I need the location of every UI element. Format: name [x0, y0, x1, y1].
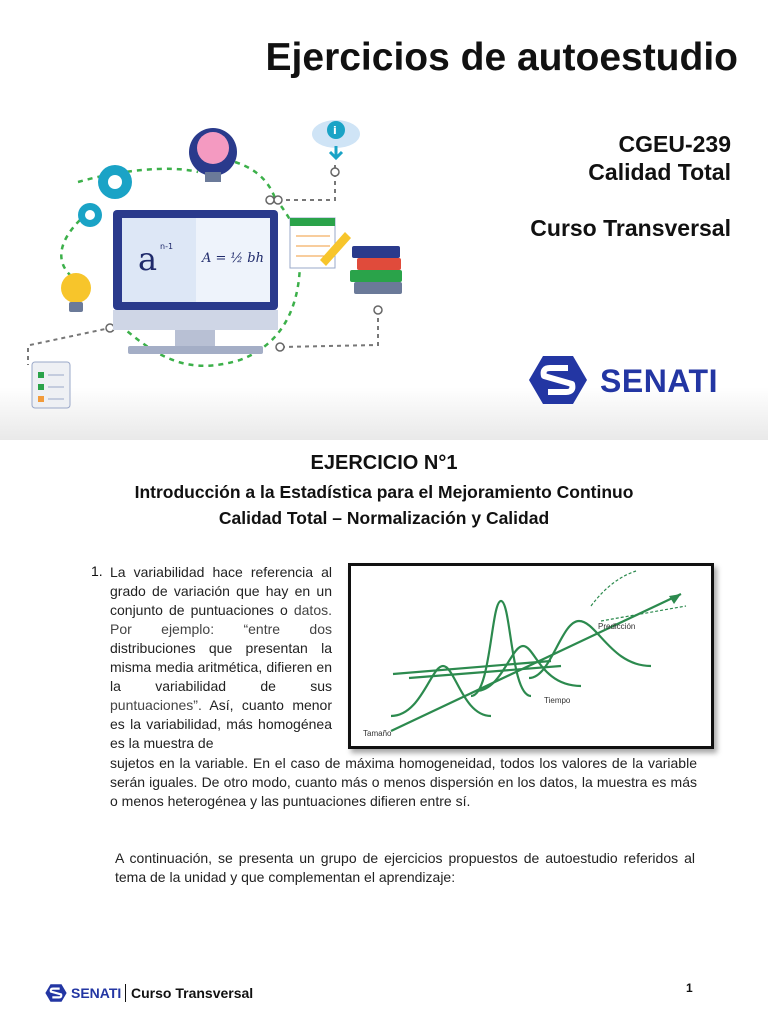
exercise-subtitle-1: Introducción a la Estadística para el Mejoramiento Continuo — [134, 482, 634, 502]
variability-figure — [348, 563, 714, 749]
course-code: CGEU-239 — [618, 131, 731, 157]
info-cloud-icon — [312, 120, 360, 158]
item-text-a: La variabilidad hace referencia al grado de variación que hay en un conjunto de puntuaciones o — [110, 564, 332, 618]
notepad-pencil-icon — [290, 218, 351, 268]
list-item-continuation: sujetos en la variable. En el caso de máxima homogeneidad, todos los valores de la variable serán iguales. De otro modo, cuanto más o menos dispersión en los datos, la muestra es más o menos heterogénea y las puntuaciones difieren entre sí. — [110, 755, 697, 809]
senati-brand-text: SENATI — [600, 363, 718, 399]
senati-logo-icon — [45, 982, 67, 1004]
label-prediction: Predicción — [598, 622, 636, 631]
senati-logo-icon — [528, 354, 588, 406]
item-text-d: puntuaciones”. — [110, 697, 202, 713]
label-size: Tamaño — [363, 729, 392, 738]
education-illustration — [0, 110, 420, 420]
books-icon — [350, 246, 402, 294]
exercise-heading: EJERCICIO N°1 — [310, 452, 458, 474]
page-title: Ejercicios de autoestudio — [265, 36, 738, 79]
footer-divider — [125, 984, 126, 1002]
item-text-c: distribuciones que presentan la misma media aritmética, difieren en la variabilidad de sus — [110, 640, 332, 694]
list-item-number: 1. — [91, 563, 103, 579]
page-number: 1 — [686, 981, 693, 995]
monitor-icon — [113, 210, 278, 354]
item-text-e: Así, cuanto menor es la variabilidad, más homogénea es la muestra de — [110, 697, 332, 751]
label-time: Tiempo — [544, 696, 571, 705]
brain-lightbulb-icon — [189, 128, 237, 182]
footer-brand: SENATI — [71, 985, 122, 1001]
list-item-text — [110, 563, 332, 753]
footer-label: Curso Transversal — [131, 985, 254, 1001]
exercise-subtitle-2: Calidad Total – Normalización y Calidad — [218, 508, 550, 528]
course-name: Calidad Total — [588, 159, 731, 185]
svg-text:i: i — [333, 124, 337, 137]
item-text-b: datos. Por ejemplo: “entre dos — [110, 602, 332, 637]
senati-logo — [528, 354, 738, 408]
intro-paragraph: A continuación, se presenta un grupo de ejercicios propuestos de autoestudio referidos al tema de la unidad y que complementan el aprendizaje: — [115, 850, 695, 885]
svg-text:a: a — [138, 240, 158, 278]
course-type: Curso Transversal — [530, 215, 731, 241]
distribution-curves-image — [351, 566, 705, 740]
svg-text:A = ½ bh: A = ½ bh — [202, 251, 264, 266]
svg-text:n-1: n-1 — [160, 242, 174, 251]
checklist-icon — [32, 362, 70, 408]
lightbulb-icon — [61, 273, 91, 312]
